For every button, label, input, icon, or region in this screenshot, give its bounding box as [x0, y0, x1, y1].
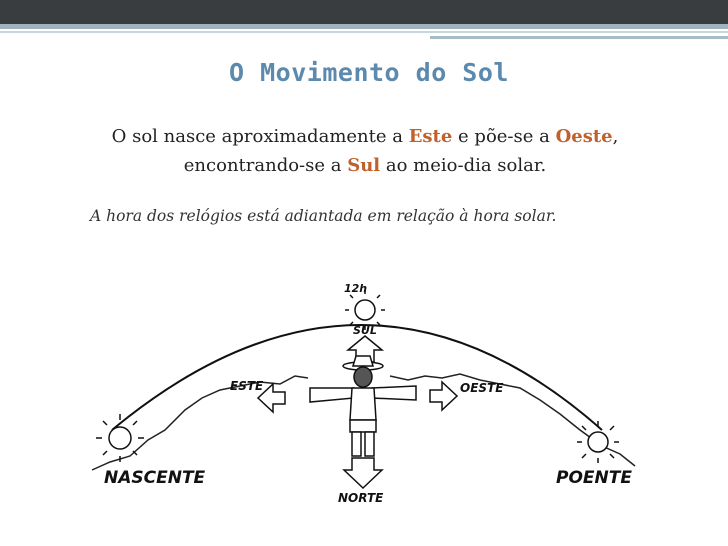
lead-part-2: e põe-se a	[452, 126, 556, 147]
rising-sun-icon	[96, 414, 144, 462]
scout-figure-icon	[310, 356, 416, 456]
label-nascente: NASCENTE	[104, 468, 206, 488]
label-este: ESTE	[230, 379, 264, 393]
label-12h: 12h	[344, 282, 368, 295]
oeste-arrow-icon	[430, 382, 457, 410]
label-norte: NORTE	[338, 491, 384, 505]
header-stripe-thin	[0, 31, 728, 33]
lead-part-3: ,	[612, 126, 619, 147]
sun-path-illustration	[90, 280, 650, 530]
label-poente: POENTE	[556, 468, 632, 488]
slide-title: O Movimento do Sol	[229, 58, 509, 87]
header-stripe	[0, 24, 728, 29]
highlight-sul: Sul	[347, 155, 381, 176]
lead-part-4: encontrando-se a	[183, 155, 348, 176]
label-oeste: OESTE	[460, 381, 504, 395]
header-accent	[430, 36, 728, 39]
highlight-oeste: Oeste	[555, 126, 613, 147]
header-bar	[0, 0, 728, 24]
norte-arrow-icon	[344, 458, 382, 488]
lead-part-1: O sol nasce aproximadamente a	[111, 126, 409, 147]
lead-part-5: ao meio-dia solar.	[380, 155, 547, 176]
clock-note: A hora dos relógios está adiantada em relação à hora solar.	[90, 207, 557, 225]
highlight-este: Este	[408, 126, 453, 147]
label-sul: SUL	[353, 324, 377, 337]
lead-text	[60, 122, 670, 180]
